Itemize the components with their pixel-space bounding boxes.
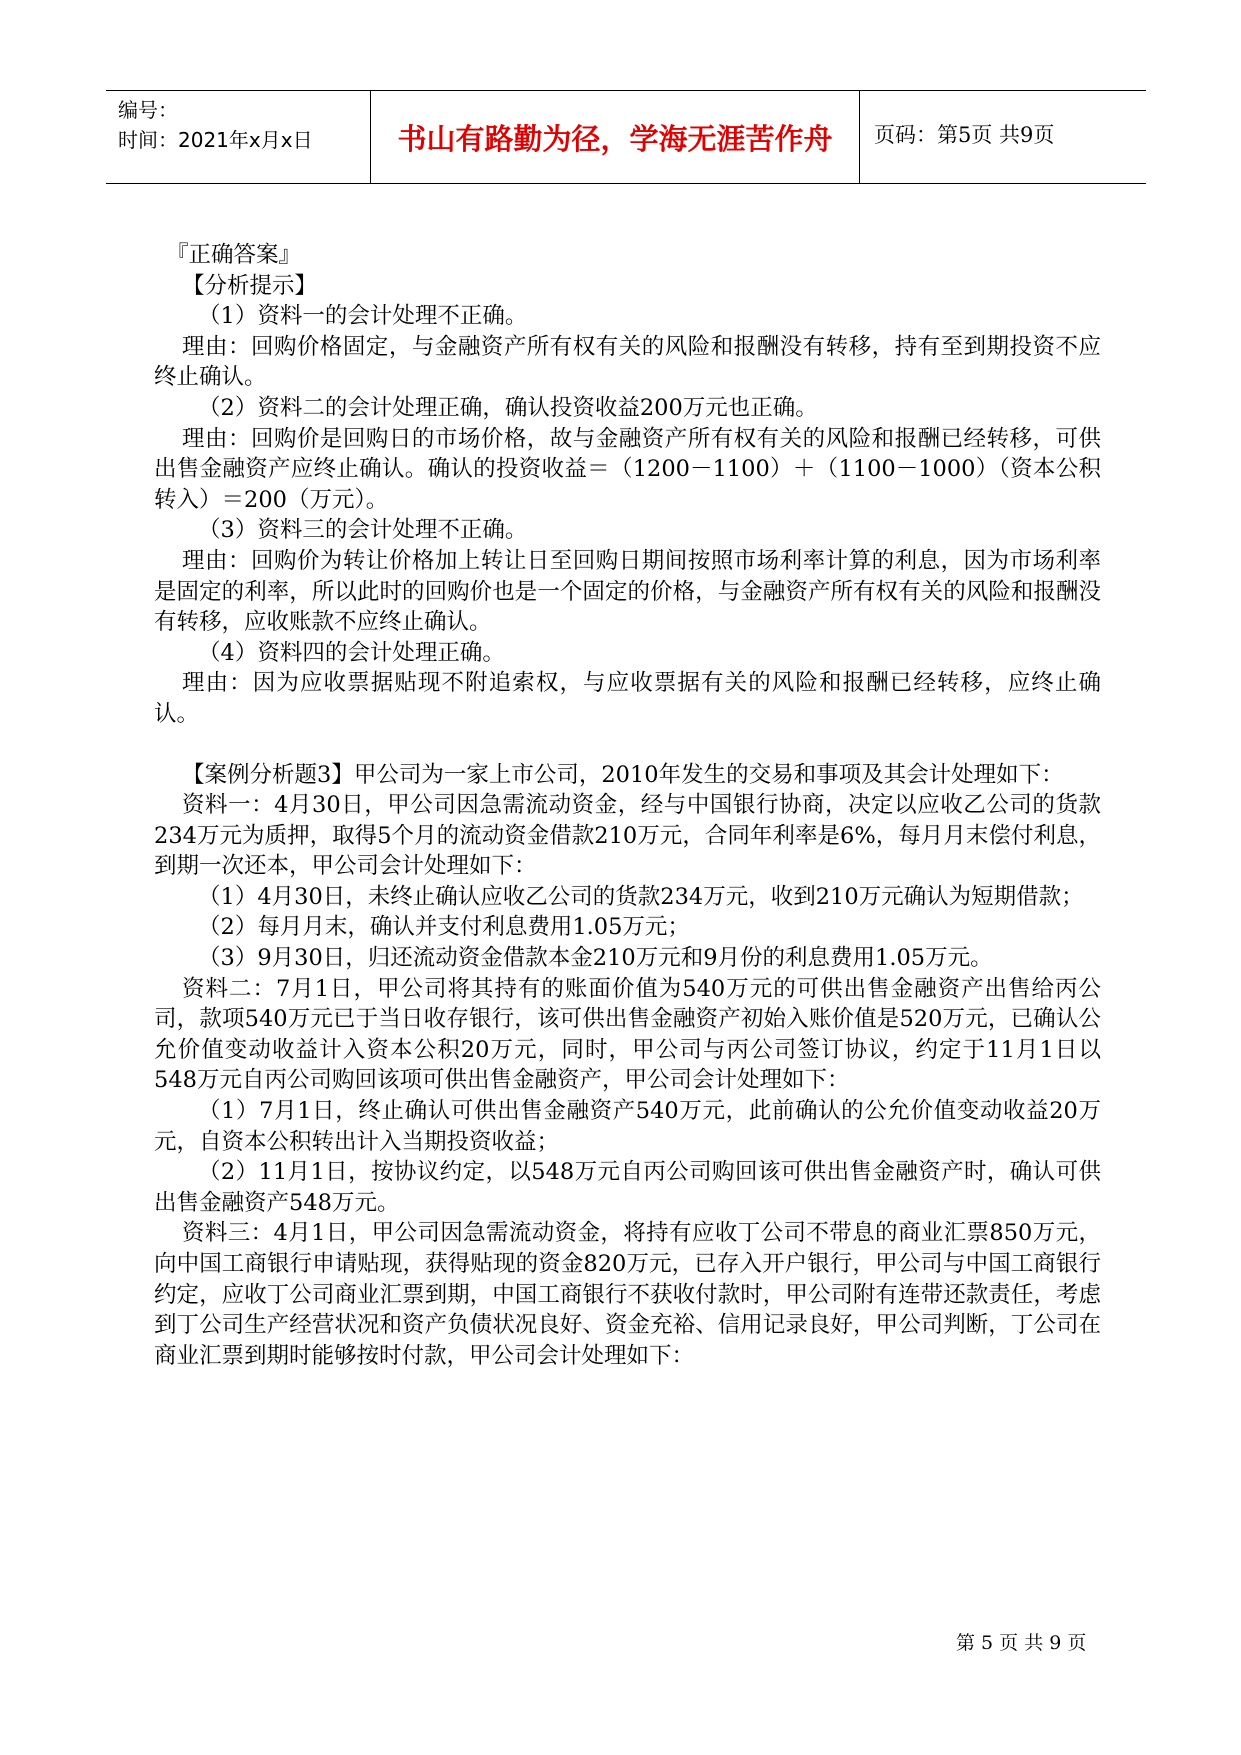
paragraph: （2）每月月末，确认并支付利息费用1.05万元；: [198, 914, 690, 941]
paragraph: 『正确答案』: [166, 242, 302, 268]
paragraph: （1）4月30日，未终止确认应收乙公司的货款234万元，收到210万元确认为短期借款；: [198, 883, 1084, 910]
paragraph: （3）资料三的会计处理不正确。: [198, 517, 528, 544]
paragraph: 理由：回购价是回购日的市场价格，故与金融资产所有权有关的风险和报酬已经转移，可供出售金融资产应终止确认。确认的投资收益＝（1200－1100）＋（1100－1000）（资本公积转入）＝200（万元）。: [154, 425, 1101, 513]
header-left-cell: [118, 95, 368, 155]
paragraph: 理由：因为应收票据贴现不附追索权，与应收票据有关的风险和报酬已经转移，应终止确认。: [154, 670, 1101, 727]
paragraph: 理由：回购价为转让价格加上转让日至回购日期间按照市场利率计算的利息，因为市场利率是固定的利率，所以此时的回购价也是一个固定的价格，与金融资产所有权有关的风险和报酬没有转移，应收账款不应终止确认。: [154, 547, 1101, 636]
page-footer: 第 5 页 共 9 页: [956, 1632, 1087, 1654]
paragraph: （2）11月1日，按协议约定，以548万元自丙公司购回该可供出售金融资产时，确认可供出售金融资产548万元。: [154, 1159, 1101, 1216]
paragraph: （1）7月1日，终止确认可供出售金融资产540万元，此前确认的公允价值变动收益20万元，自资本公积转出计入当期投资收益；: [154, 1098, 1101, 1155]
serial-number-label: 编号：: [118, 98, 178, 122]
header-page-info: 页码：第5页 共9页: [874, 123, 1055, 147]
paragraph: 资料二：7月1日，甲公司将其持有的账面价值为540万元的可供出售金融资产出售给丙公司，款项540万元已于当日收存银行，该可供出售金融资产初始入账价值是520万元，已确认公允价值变动收益计入资本公积20万元，同时，甲公司与丙公司签订协议，约定于11月1日以548万元自丙公司购回该项可供出售金融资产，甲公司会计处理如下：: [154, 975, 1101, 1094]
paragraph: 资料三：4月1日，甲公司因急需流动资金，将持有应收丁公司不带息的商业汇票850万元，向中国工商银行申请贴现，获得贴现的资金820万元，已存入开户银行，甲公司与中国工商银行约定，应收丁公司商业汇票到期，中国工商银行不获收付款时，甲公司附有连带还款责任，考虑到丁公司生产经营状况和资产负债状况良好、资金充裕、信用记录良好，甲公司判断，丁公司在商业汇票到期时能够按时付款，甲公司会计处理如下：: [154, 1220, 1101, 1369]
header-motto: 书山有路勤为径，学海无涯苦作舟: [397, 121, 833, 156]
page-header: [106, 90, 1146, 184]
header-divider-left: [370, 91, 371, 183]
paragraph: 【案例分析题3】甲公司为一家上市公司，2010年发生的交易和事项及其会计处理如下：: [182, 761, 1064, 788]
paragraph: （2）资料二的会计处理正确，确认投资收益200万元也正确。: [198, 394, 818, 421]
document-body: [154, 240, 1101, 1371]
paragraph: 【分析提示】: [182, 272, 318, 299]
paragraph: （1）资料一的会计处理不正确。: [198, 303, 528, 330]
header-divider-right: [859, 91, 860, 183]
paragraph-gap: [154, 730, 1101, 760]
paragraph: （4）资料四的会计处理正确。: [198, 639, 505, 666]
paragraph: （3）9月30日，归还流动资金借款本金210万元和9月份的利息费用1.05万元。: [198, 945, 993, 972]
time-label: 时间：2021年x月x日: [118, 128, 313, 152]
paragraph: 资料一：4月30日，甲公司因急需流动资金，经与中国银行协商，决定以应收乙公司的货款234万元为质押，取得5个月的流动资金借款210万元，合同年利率是6%，每月月末偿付利息，到期一次还本，甲公司会计处理如下：: [154, 792, 1101, 880]
paragraph: 理由：回购价格固定，与金融资产所有权有关的风险和报酬没有转移，持有至到期投资不应终止确认。: [154, 333, 1101, 391]
